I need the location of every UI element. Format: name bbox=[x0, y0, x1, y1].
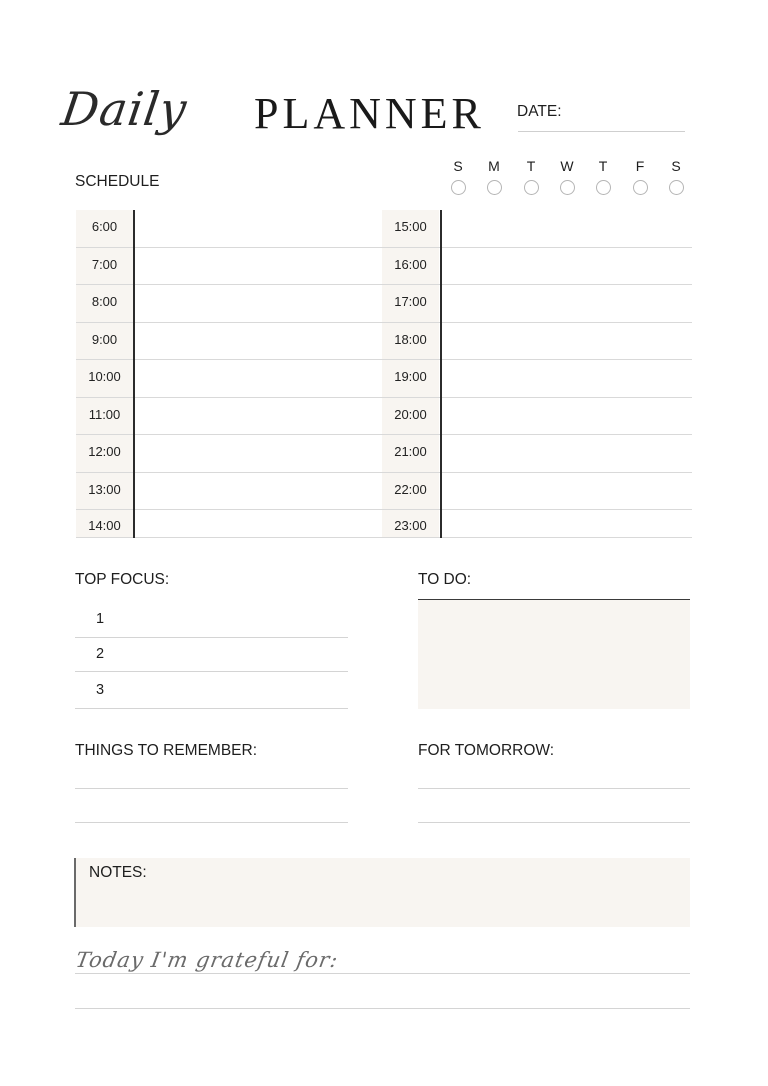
grateful-line-2[interactable] bbox=[75, 1008, 690, 1009]
tomorrow-line-2[interactable] bbox=[418, 822, 690, 823]
remember-heading: THINGS TO REMEMBER: bbox=[75, 742, 258, 759]
day-checkbox-friday[interactable] bbox=[633, 180, 648, 195]
time-label: 23:00 bbox=[394, 518, 427, 533]
day-label: M bbox=[488, 158, 500, 174]
time-label: 13:00 bbox=[88, 481, 121, 497]
remember-line-1[interactable] bbox=[75, 788, 348, 789]
time-label: 22:00 bbox=[394, 481, 427, 497]
focus-line-1[interactable] bbox=[75, 637, 348, 638]
time-label: 18:00 bbox=[394, 331, 427, 347]
notes-area[interactable] bbox=[74, 858, 690, 927]
tomorrow-line-1[interactable] bbox=[418, 788, 690, 789]
day-label: T bbox=[526, 158, 536, 174]
notes-heading: NOTES: bbox=[89, 864, 147, 881]
todo-heading: TO DO: bbox=[418, 571, 472, 588]
day-label: F bbox=[635, 158, 645, 174]
day-checkbox-wednesday[interactable] bbox=[560, 180, 575, 195]
title-script: Daily bbox=[58, 82, 191, 136]
day-label: W bbox=[560, 158, 574, 174]
time-label: 12:00 bbox=[88, 444, 121, 459]
date-label: DATE: bbox=[517, 103, 562, 120]
time-label: 14:00 bbox=[88, 518, 121, 533]
focus-line-2[interactable] bbox=[75, 671, 348, 672]
day-checkbox-thursday[interactable] bbox=[596, 180, 611, 195]
day-checkbox-sunday[interactable] bbox=[451, 180, 466, 195]
focus-number: 2 bbox=[96, 646, 105, 662]
column-divider bbox=[440, 210, 442, 538]
day-label: T bbox=[598, 158, 608, 174]
day-checkbox-tuesday[interactable] bbox=[524, 180, 539, 195]
schedule-grid bbox=[76, 210, 692, 538]
day-label: S bbox=[671, 158, 681, 174]
todo-area[interactable] bbox=[418, 599, 690, 709]
date-input-line[interactable] bbox=[518, 131, 685, 132]
time-label: 21:00 bbox=[394, 444, 427, 459]
schedule-heading: SCHEDULE bbox=[75, 173, 160, 190]
time-label: 17:00 bbox=[394, 294, 427, 309]
time-label: 6:00 bbox=[91, 219, 118, 234]
time-label: 10:00 bbox=[88, 369, 121, 384]
page-title: PLANNER bbox=[254, 89, 485, 138]
remember-line-2[interactable] bbox=[75, 822, 348, 823]
day-checkbox-saturday[interactable] bbox=[669, 180, 684, 195]
time-label: 15:00 bbox=[394, 219, 427, 234]
day-checkbox-monday[interactable] bbox=[487, 180, 502, 195]
top-focus-heading: TOP FOCUS: bbox=[75, 571, 170, 588]
grateful-line-1[interactable] bbox=[75, 973, 690, 974]
time-label: 16:00 bbox=[394, 256, 427, 272]
time-label: 9:00 bbox=[91, 331, 118, 347]
tomorrow-heading: FOR TOMORROW: bbox=[418, 742, 555, 759]
grateful-heading: Today I'm grateful for: bbox=[73, 948, 341, 972]
time-label: 8:00 bbox=[91, 294, 118, 309]
day-label: S bbox=[453, 158, 463, 174]
time-label: 11:00 bbox=[88, 406, 121, 422]
focus-number: 3 bbox=[96, 682, 105, 698]
time-label: 7:00 bbox=[91, 256, 118, 272]
focus-number: 1 bbox=[96, 611, 105, 627]
day-selector bbox=[440, 158, 694, 198]
focus-line-3[interactable] bbox=[75, 708, 348, 709]
time-label: 20:00 bbox=[394, 406, 427, 422]
time-label: 19:00 bbox=[394, 369, 427, 384]
column-divider bbox=[133, 210, 135, 538]
